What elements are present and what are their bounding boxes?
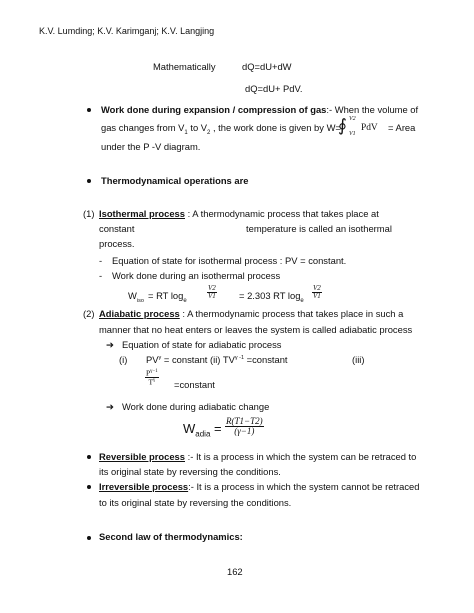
adiabatic-work-label: Work done during adiabatic change [122,401,270,412]
isothermal-fraction-2 [312,285,322,301]
fraction-denominator: V1 [313,292,321,301]
isothermal-number: (1) [83,208,95,219]
arrow-right-icon: ➔ [106,401,114,412]
work-done-text-b: to V [187,122,208,133]
fraction-numerator: V2 [313,284,321,292]
p-symbol: P [146,368,151,378]
log-factor-text: = 2.303 RT log [239,290,301,301]
isothermal-eq-state: Equation of state for isothermal process : PV = constant. [112,255,347,266]
bullet-dot [87,108,91,112]
w-adia-subscript: adia [195,429,211,439]
isothermal-work-eq [128,291,144,304]
adiabatic-line-1 [99,309,403,319]
adiabatic-eq-state: Equation of state for adiabatic process [122,339,282,350]
equals-sign: = [210,421,222,436]
work-done-title: Work done during expansion / compression of gas [101,104,327,115]
w-iso-subscript: iso [136,297,144,304]
adiabatic-iii-label: (iii) [352,354,365,365]
adiabatic-line1-rest: : A thermodynamic process that takes place in such a [182,308,404,319]
work-done-text-a: gas changes from V [101,122,185,133]
subscript-2: 2 [207,129,211,136]
isothermal-title: Isothermal process [99,208,185,219]
subscript-1: 1 [184,129,188,136]
isothermal-line1-rest: : A thermodynamic process that takes place at [187,208,379,219]
equation-1: dQ=dU+dW [242,61,292,72]
isothermal-eq-b [239,291,304,304]
log-base-e: e [183,297,187,304]
integral-lower-limit: V1 [349,131,356,137]
gamma-minus-one-superscript: γ -1 [234,355,244,361]
fraction-denominator: (γ−1) [234,426,255,437]
reversible-title: Reversible process [99,451,185,462]
constant-text: =constant [244,354,288,366]
second-law-title: Second law of thermodynamics: [99,531,243,542]
isothermal-line2-b: temperature is called an isothermal [246,223,392,234]
pt-fraction [145,369,159,387]
isothermal-line-3: process. [99,238,135,249]
adiabatic-work-lhs [183,422,222,439]
pt-fraction-denominator [147,378,156,386]
p-exponent: γ−1 [150,369,158,374]
pt-constant: =constant [174,379,215,390]
fraction-numerator: V2 [208,284,216,292]
equation-2: dQ=dU+ PdV. [245,83,303,94]
work-done-line1-rest: :- When the volume of [326,104,419,115]
work-done-line-3: under the P -V diagram. [101,141,201,152]
dash-marker: - [99,255,103,266]
integral-upper-limit: V2 [349,116,356,122]
work-done-line-1 [101,105,418,115]
irreversible-title: Irreversible process [99,481,189,492]
operations-title: Thermodynamical operations are [101,175,249,186]
adiabatic-i-label: (i) [119,354,128,365]
work-done-text-c: , the work done is given by W= [210,122,341,133]
t-exponent: γ [153,378,156,384]
mathematically-label: Mathematically [153,61,216,72]
pv-text: PV [146,354,159,366]
integrand: PdV [361,123,378,133]
adiabatic-number: (2) [83,308,95,319]
t-symbol: T [148,377,154,387]
bullet-dot [87,485,91,489]
page-header: K.V. Lumding; K.V. Karimganj; K.V. Langjing [39,26,215,36]
w-symbol: W [128,290,137,301]
reversible-line-1 [99,452,416,462]
adiabatic-work-fraction [225,417,264,437]
irreversible-line-2: to its original state by reversing the conditions. [99,497,292,508]
fraction-numerator: R(T1−T2) [226,416,263,426]
tv-text: = constant (ii) TV [161,354,235,366]
arrow-right-icon: ➔ [106,339,114,350]
w-symbol: W [183,421,196,436]
bullet-dot [87,536,91,540]
isothermal-work-label: Work done during an isothermal process [112,270,281,281]
integral-sign-icon: ∮ [338,116,347,135]
page-number: 162 [227,566,243,577]
reversible-line-2: its original state by reversing the conditions. [99,466,281,477]
adiabatic-title: Adiabatic process [99,308,180,319]
irreversible-line-1 [99,482,419,492]
dash-marker: - [99,270,103,281]
adiabatic-line-2: manner that no heat enters or leaves the system is called adiabatic process [99,324,413,335]
fraction-denominator: V1 [208,292,216,301]
bullet-dot [87,179,91,183]
irreversible-line1-rest: :- It is a process in which the system cannot be retraced [188,481,420,492]
isothermal-fraction [207,285,217,301]
isothermal-line-1 [99,209,379,219]
gamma-superscript: γ [158,355,162,361]
work-done-line-2 [101,123,341,136]
bullet-dot [87,455,91,459]
reversible-line1-rest: :- It is a process in which the system can be retraced to [187,451,417,462]
isothermal-eq-mid [148,291,187,304]
adiabatic-equations [146,355,288,365]
log-base-e: e [300,297,304,304]
work-done-text-d: = Area [388,122,416,133]
rt-log-text: = RT log [148,290,184,301]
isothermal-line2-a: constant [99,223,135,234]
